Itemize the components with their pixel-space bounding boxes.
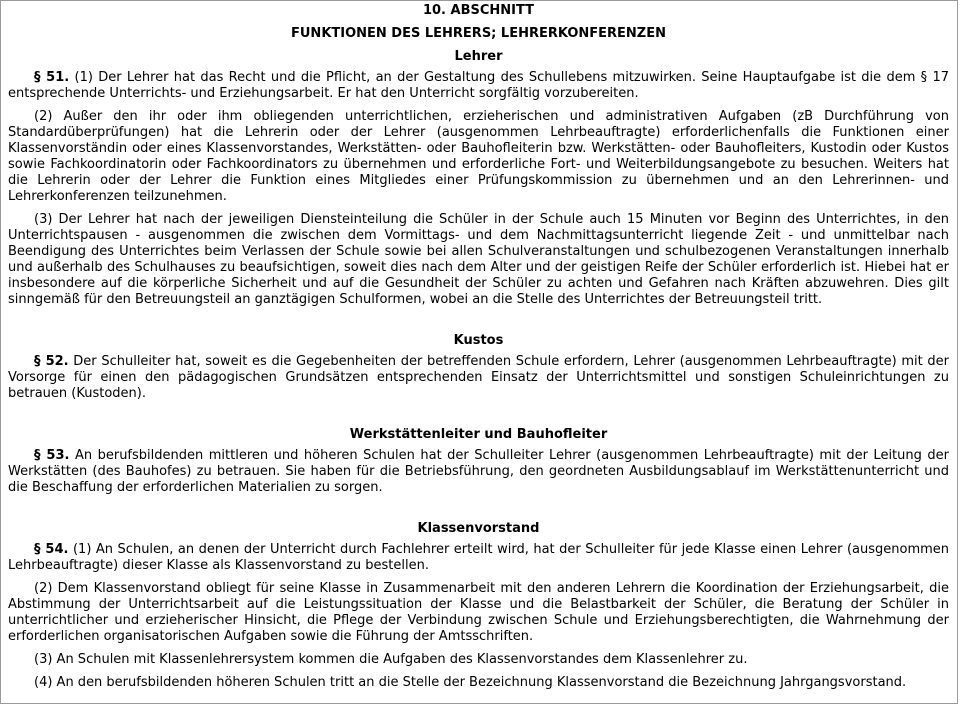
paragraph-54-2: (2) Dem Klassenvorstand obliegt für seine Klasse in Zusammenarbeit mit den anderen Lehrern die Koordination der Erziehungsarbeit, die Abstimmung der Unterrichtsarbeit auf die Leistungssituation der Klasse und die Belastbarkeit der Schüler, die Beratung der Schüler in unterrichtlicher und erzieherischer Hinsicht, die Pflege der Verbindung zwischen Schule und Erziehungsberechtigten, die Wahrnehmung der erforderlichen organisatorischen Aufgaben sowie die Führung der Amtsschriften. bbox=[8, 581, 949, 644]
chapter-title: FUNKTIONEN DES LEHRERS; LEHRERKONFERENZEN bbox=[291, 26, 666, 41]
paragraph-51-1 bbox=[8, 70, 949, 102]
paragraph-53 bbox=[8, 448, 949, 496]
section-heading-kustos: Kustos bbox=[453, 333, 504, 348]
paragraph-52-text: Der Schulleiter hat, soweit es die Gegebenheiten der betreffenden Schule erfordern, Lehrer (ausgenommen Lehrbeauftragte) mit der Vorsorge für einen den pädagogischen Grundsätzen entsprechenden Einsatz der Unterrichtsmittel und sonstigen Schuleinrichtungen zu betrauen (Kustoden). bbox=[8, 354, 949, 401]
paragraph-51-2: (2) Außer den ihr oder ihm obliegenden unterrichtlichen, erzieherischen und administrativen Aufgaben (zB Durchführung von Standardüberprüfungen) hat die Lehrerin oder der Lehrer (ausgenommen Lehrbeauftragte) erforderlichenfalls die Funktionen einer Klassenvorständin oder eines Klassenvorstandes, Werkstätten- oder Bauhofleiterin bzw. Werkstätten- oder Bauhofleiters, Kustodin oder Kustos sowie Fachkoordinatorin oder Fachkoordinators zu übernehmen und erforderliche Fort- und Weiterbildungsangebote zu besuchen. Weiters hat die Lehrerin oder der Lehrer die Funktion eines Mitgliedes einer Prüfungskommission zu übernehmen und an den Lehrerinnen- und Lehrerkonferenzen teilzunehmen. bbox=[8, 109, 949, 204]
section-heading-klassenvorstand: Klassenvorstand bbox=[417, 521, 540, 536]
paragraph-54-1-text: (1) An Schulen, an denen der Unterricht durch Fachlehrer erteilt wird, hat der Schulleiter für jede Klasse einen Lehrer (ausgenommen Lehrbeauftragte) dieser Klasse als Klassenvorstand zu bestellen. bbox=[8, 542, 950, 573]
paragraph-number-54: § 54. bbox=[34, 542, 69, 557]
paragraph-54-4: (4) An den berufsbildenden höheren Schulen tritt an die Stelle der Bezeichnung Klassenvorstand die Bezeichnung Jahrgangsvorstand. bbox=[34, 675, 907, 690]
paragraph-53-text: An berufsbildenden mittleren und höheren Schulen hat der Schulleiter Lehrer (ausgenommen Lehrbeauftragte) mit der Leitung der Werkstätten (des Bauhofes) zu betrauen. Sie haben für die Betriebsführung, den geordneten Ausbildungsablauf im Werkstättenunterricht und die Beschaffung der erforderlichen Materialien zu sorgen. bbox=[8, 448, 949, 495]
paragraph-52 bbox=[8, 354, 949, 402]
paragraph-54-1 bbox=[8, 542, 949, 574]
chapter-number: 10. ABSCHNITT bbox=[422, 3, 535, 18]
section-heading-werkstaettenleiter: Werkstättenleiter und Bauhofleiter bbox=[349, 427, 608, 442]
paragraph-number-53: § 53. bbox=[34, 448, 70, 463]
paragraph-51-1-text: (1) Der Lehrer hat das Recht und die Pflicht, an der Gestaltung des Schullebens mitzuwirken. Seine Hauptaufgabe ist die dem § 17 entsprechende Unterrichts- und Erziehungsarbeit. Er hat den Unterricht sorgfältig vorzubereiten. bbox=[8, 70, 949, 101]
section-heading-lehrer: Lehrer bbox=[454, 49, 503, 64]
paragraph-number-52: § 52. bbox=[34, 354, 69, 369]
paragraph-51-3: (3) Der Lehrer hat nach der jeweiligen Diensteinteilung die Schüler in der Schule auch 15 Minuten vor Beginn des Unterrichtes, in den Unterrichtspausen - ausgenommen die zwischen dem Vormittags- und dem Nachmittagsunterricht liegende Zeit - und unmittelbar nach Beendigung des Unterrichtes beim Verlassen der Schule sowie bei allen Schulveranstaltungen und schulbezogenen Veranstaltungen innerhalb und außerhalb des Schulhauses zu beaufsichtigen, soweit dies nach dem Alter und der geistigen Reife der Schüler erforderlich ist. Hiebei hat er insbesondere auf die körperliche Sicherheit und auf die Gesundheit der Schüler zu achten und Gefahren nach Kräften abzuwehren. Dies gilt sinngemäß für den Betreuungsteil an ganztägigen Schulformen, wobei an die Stelle des Unterrichtes der Betreuungsteil tritt. bbox=[8, 212, 949, 307]
paragraph-54-3: (3) An Schulen mit Klassenlehrersystem kommen die Aufgaben des Klassenvorstandes dem Klassenlehrer zu. bbox=[34, 652, 748, 667]
paragraph-number-51: § 51. bbox=[34, 70, 70, 85]
